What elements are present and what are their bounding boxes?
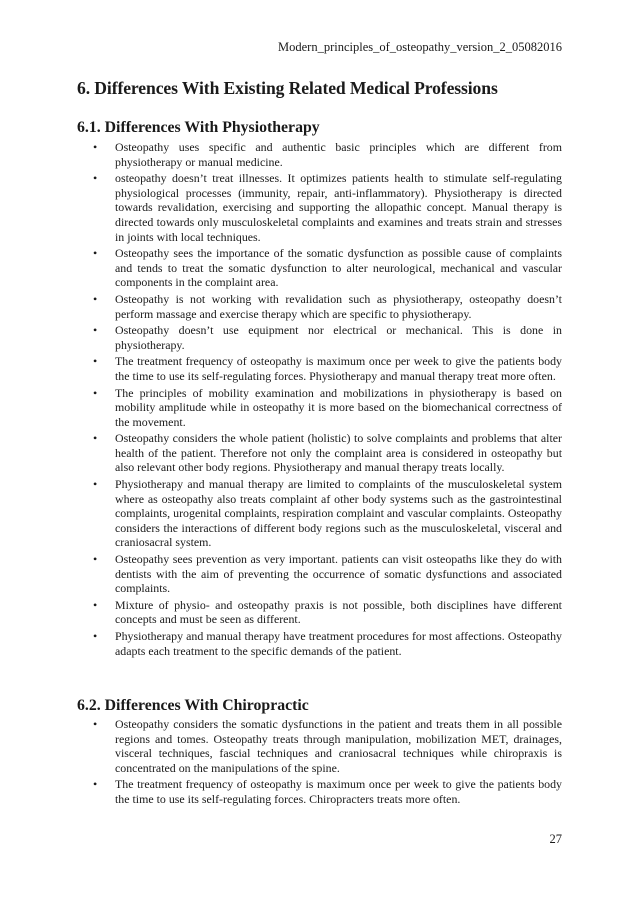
bullet-icon: •: [93, 597, 98, 612]
bullet-icon: •: [93, 629, 98, 643]
list-item: • Osteopathy doesn’t use equipment nor electrical or mechanical. This is done in physiotherapy.: [93, 323, 562, 352]
bullet-icon: •: [93, 431, 98, 446]
bullet-icon: •: [93, 777, 98, 792]
list-item: • The treatment frequency of osteopathy is maximum once per week to give the patients body the time to use its self-regulating forces. Physiotherapy and manual therapy treat more often.: [93, 354, 562, 383]
list-item: • Osteopathy considers the whole patient (holistic) to solve complaints and problems that alter health of the patient. Therefore not only the complaint area is considered in osteopathy but also relevant other body regions. Physiotherapy and manual therapy treats locally.: [93, 431, 562, 475]
section-title-physiotherapy: 6.1. Differences With Physiotherapy: [77, 119, 320, 136]
list-item: • The principles of mobility examination and mobilizations in physiotherapy is based on mobility amplitude while in osteopathy it is more based on the biomechanical correctness of the movement.: [93, 385, 562, 429]
list-item: • Osteopathy considers the somatic dysfunctions in the patient and treats them in all possible regions and tomes. Osteopathy treats through manipulation, mobilization MET, drainages, visceral techniques, fascial techniques and craniosacral techniques while chiropraxis is concentrated on the manipulations of the spine.: [93, 717, 562, 775]
bullet-icon: •: [93, 171, 98, 186]
bullet-list-chiropractic: [0, 717, 638, 809]
list-item: • Osteopathy uses specific and authentic basic principles which are different from physiotherapy or manual medicine.: [93, 140, 562, 169]
bullet-icon: •: [93, 291, 98, 306]
list-item: • Osteopathy is not working with revalidation such as physiotherapy, osteopathy doesn’t perform massage and exercise therapy which are specific to physiotherapy.: [93, 291, 562, 321]
list-item: • Physiotherapy and manual therapy have treatment procedures for most affections. Osteopathy adapts each treatment to the specific demands of the patient.: [93, 629, 562, 658]
list-item: • osteopathy doesn’t treat illnesses. It optimizes patients health to stimulate self-regulating physiological processes (immunity, repair, anti-inflammatory). Physiotherapy is directed towards revalidation, exercising and supporting the allopathic concept. Manual therapy is directed towards only musculoskeletal complaints and examines and treats strain and stresses in joints with local techniques.: [93, 171, 562, 244]
list-item: • Osteopathy sees prevention as very important. patients can visit osteopaths like they do with dentists with the aim of preventing the occurrence of somatic dysfunctions and associated complaints.: [93, 552, 562, 596]
list-item: • Mixture of physio- and osteopathy praxis is not possible, both disciplines have different concepts and must be seen as different.: [93, 597, 562, 627]
list-item: • Osteopathy sees the importance of the somatic dysfunction as possible cause of complaints and tends to treat the somatic dysfunction to alter neurological, mechanical and vascular components in the complaint area.: [93, 246, 562, 290]
running-header: Modern_principles_of_osteopathy_version_2_05082016: [278, 40, 562, 54]
chapter-title: 6. Differences With Existing Related Medical Professions: [77, 78, 498, 98]
bullet-icon: •: [93, 140, 98, 154]
bullet-icon: •: [93, 323, 98, 338]
bullet-icon: •: [93, 354, 98, 369]
list-item: • The treatment frequency of osteopathy is maximum once per week to give the patients body the time to use its self-regulating forces. Chiropracters treats more often.: [93, 777, 562, 806]
bullet-list-physiotherapy: [0, 140, 638, 660]
bullet-icon: •: [93, 552, 98, 567]
page-number: 27: [549, 832, 562, 846]
bullet-icon: •: [93, 477, 98, 492]
bullet-icon: •: [93, 717, 98, 731]
section-title-chiropractic: 6.2. Differences With Chiropractic: [77, 697, 309, 714]
list-item: • Physiotherapy and manual therapy are limited to complaints of the musculoskeletal system where as osteopathy also treats complaint af other body systems such as the gastrointestinal complaints, urogenital complaints, respiration complaint and vascular complaints. Osteopathy considers the interactions of different body regions such as the musculoskeletal, visceral and craniosacral system.: [93, 477, 562, 550]
bullet-icon: •: [93, 246, 98, 261]
bullet-icon: •: [93, 385, 98, 400]
